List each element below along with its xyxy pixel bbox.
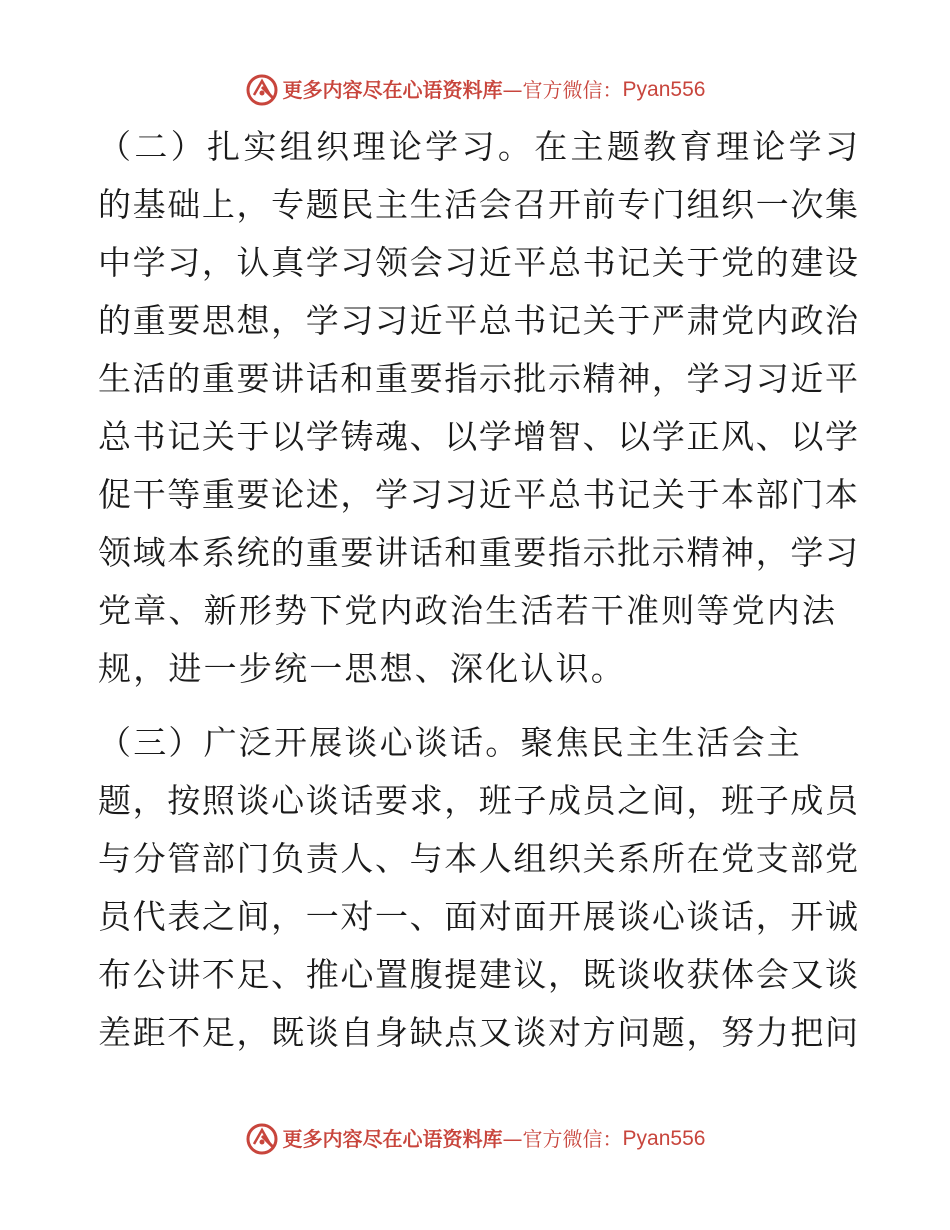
paragraph-line: 差距不足，既谈自身缺点又谈对方问题，努力把问 <box>98 1013 858 1052</box>
paragraph-line: 党章、新形势下党内政治生活若干准则等党内法 <box>98 591 838 630</box>
paragraph-spacer <box>98 698 858 714</box>
watermark-wechat-id: Pyan556 <box>622 78 706 101</box>
footer-watermark <box>0 1119 950 1159</box>
paragraph-line: 布公讲不足、推心置腹提建议，既谈收获体会又谈 <box>98 955 858 994</box>
paragraph-line: （二）扎实组织理论学习。在主题教育理论学习 <box>98 127 858 166</box>
paragraph-line: 总书记关于以学铸魂、以学增智、以学正风、以学 <box>98 417 858 456</box>
document-body <box>98 118 858 1062</box>
paragraph-line: 中学习，认真学习领会习近平总书记关于党的建设 <box>98 243 858 282</box>
watermark-main-text: 更多内容尽在心语资料库 <box>282 78 503 102</box>
paragraph-2 <box>98 118 858 698</box>
brand-logo-icon <box>245 1122 279 1156</box>
paragraph-line: 生活的重要讲话和重要指示批示精神，学习习近平 <box>98 359 858 398</box>
header-watermark <box>0 70 950 110</box>
paragraph-line: 员代表之间，一对一、面对面开展谈心谈话，开诚 <box>98 897 858 936</box>
watermark-wechat-id: Pyan556 <box>622 1127 706 1150</box>
watermark-dash: — <box>502 78 523 102</box>
paragraph-line: （三）广泛开展谈心谈话。聚焦民主生活会主 <box>98 723 802 762</box>
watermark-main-text: 更多内容尽在心语资料库 <box>282 1127 503 1151</box>
paragraph-line: 促干等重要论述，学习习近平总书记关于本部门本 <box>98 475 858 514</box>
paragraph-line: 规，进一步统一思想、深化认识。 <box>98 649 626 688</box>
paragraph-line: 与分管部门负责人、与本人组织关系所在党支部党 <box>98 839 858 878</box>
watermark-dash: — <box>502 1127 523 1151</box>
watermark-label: 官方微信： <box>522 78 623 102</box>
watermark-label: 官方微信： <box>522 1127 623 1151</box>
paragraph-line: 的重要思想，学习习近平总书记关于严肃党内政治 <box>98 301 858 340</box>
paragraph-line: 领域本系统的重要讲话和重要指示批示精神，学习 <box>98 533 858 572</box>
paragraph-3 <box>98 714 858 1062</box>
paragraph-line: 题，按照谈心谈话要求，班子成员之间，班子成员 <box>98 781 858 820</box>
brand-logo-icon <box>245 73 279 107</box>
paragraph-line: 的基础上，专题民主生活会召开前专门组织一次集 <box>98 185 858 224</box>
